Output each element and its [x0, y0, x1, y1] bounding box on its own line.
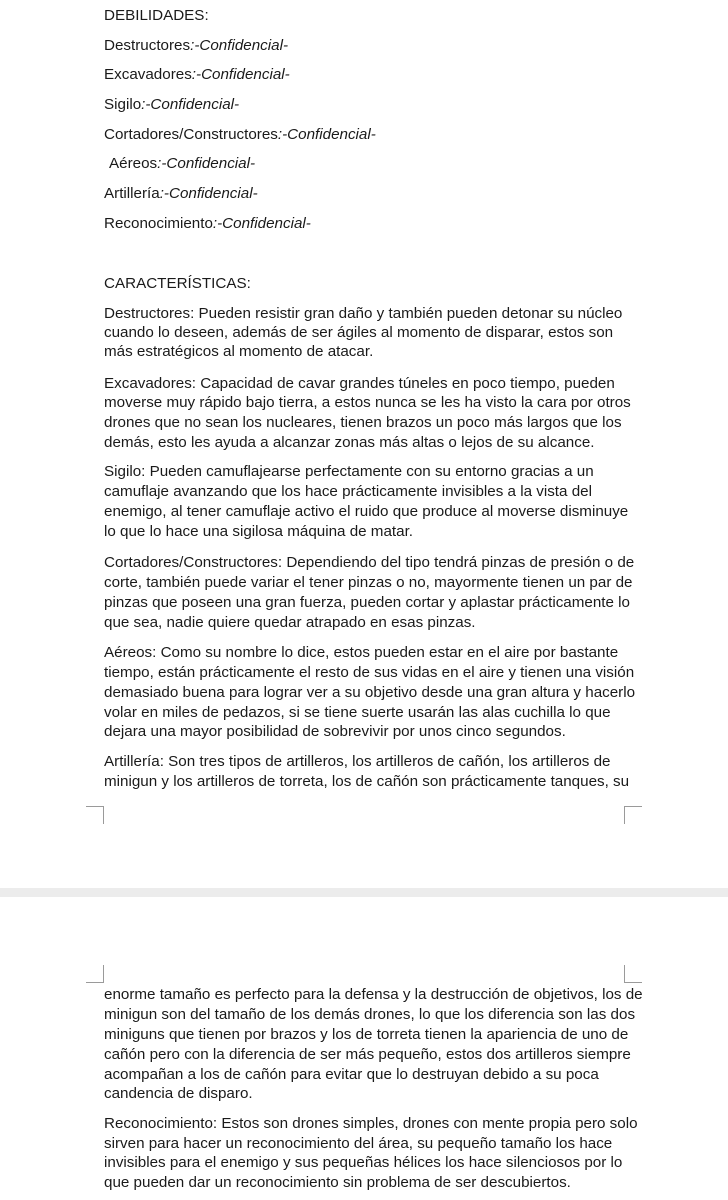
paragraph-line: que sea, nadie quiere quedar atrapado en esas pinzas.	[104, 614, 476, 631]
paragraph-line: enorme tamaño es perfecto para la defensa y la destrucción de objetivos, los de	[104, 986, 643, 1003]
page-margin-corner-mark	[624, 965, 642, 983]
paragraph-line: dejara una mayor posibilidad de sobrevivir por unos cinco segundos.	[104, 723, 566, 740]
paragraph-line: invisibles para el enemigo y sus pequeñas hélices los hace silenciosos por lo	[104, 1154, 623, 1171]
paragraph-line: candencia de disparo.	[104, 1085, 253, 1102]
paragraph-line: más estratégicos al momento de atacar.	[104, 343, 374, 360]
entry-label: Cortadores/Constructores	[104, 554, 278, 571]
page-separator	[0, 888, 728, 897]
paragraph-line: Artillería: Son tres tipos de artilleros, los artilleros de cañón, los artilleros de	[104, 753, 611, 770]
paragraph-line: minigun y los artilleros de torreta, los de cañón son prácticamente tanques, su	[104, 773, 630, 790]
entry-label: Sigilo	[104, 463, 142, 480]
page-margin-corner-mark	[86, 806, 104, 824]
paragraph-line: lo que lo hace una sigilosa máquina de matar.	[104, 523, 414, 540]
paragraph-line: pinzas que poseen una gran fuerza, pueden cortar y aplastar prácticamente lo	[104, 594, 630, 611]
paragraph-line: sirven para hacer un reconocimiento del área, su pequeño tamaño los hace	[104, 1135, 613, 1152]
entry-label: Destructores	[104, 305, 191, 322]
weakness-item: Sigilo:-Confidencial-	[104, 96, 240, 113]
paragraph-line: demasiado buena para lograr ver a su objetivo desde una gran altura y hacerlo	[104, 684, 636, 701]
paragraph-line: Sigilo: Pueden camuflajearse perfectamente con su entorno gracias a un	[104, 463, 594, 480]
paragraph-line: enemigo, al tener camuflaje activo el ruido que produce al moverse disminuye	[104, 503, 629, 520]
paragraph-line: demás, esto les ayuda a alcanzar zonas más altas o lejos de su alcance.	[104, 434, 595, 451]
paragraph-line: volar en miles de pedazos, si se tiene suerte usarán las alas cuchilla lo que	[104, 704, 611, 721]
entry-label: Aéreos	[104, 644, 153, 661]
paragraph-line: cuando lo deseen, además de ser ágiles al momento de disparar, estos son	[104, 324, 614, 341]
weakness-item: Cortadores/Constructores:-Confidencial-	[104, 126, 376, 143]
paragraph-line: que pueden dar un reconocimiento sin problema de ser descubiertos.	[104, 1174, 571, 1191]
paragraph-line: Cortadores/Constructores: Dependiendo del tipo tendrá pinzas de presión o de	[104, 554, 635, 571]
page-margin-corner-mark	[624, 806, 642, 824]
weaknesses-heading: DEBILIDADES:	[104, 7, 209, 24]
entry-label: Artillería	[104, 753, 160, 770]
weakness-item: Excavadores:-Confidencial-	[104, 66, 290, 83]
weakness-item: Reconocimiento:-Confidencial-	[104, 215, 311, 232]
paragraph-line: moverse muy rápido bajo tierra, a estos nunca se les ha visto la cara por otros	[104, 394, 631, 411]
paragraph-line: Reconocimiento: Estos son drones simples, drones con mente propia pero solo	[104, 1115, 638, 1132]
paragraph-line: miniguns que tienen por brazos y los de torreta tienen la apariencia de uno de	[104, 1026, 629, 1043]
paragraph-line: cañón pero con la diferencia de ser más pequeño, estos dos artilleros siempre	[104, 1046, 631, 1063]
page-margin-corner-mark	[86, 965, 104, 983]
paragraph-line: acompañan a los de cañón para evitar que lo destruyan debido a su poca	[104, 1066, 599, 1083]
weakness-item: Aéreos:-Confidencial-	[109, 155, 256, 172]
weakness-item: Destructores:-Confidencial-	[104, 37, 289, 54]
weakness-item: Artillería:-Confidencial-	[104, 185, 258, 202]
paragraph-line: drones que no sean los nucleares, tienen brazos un poco más largos que los	[104, 414, 622, 431]
paragraph-line: tiempo, están prácticamente el resto de sus vidas en el aire y tienen una visión	[104, 664, 635, 681]
entry-label: Excavadores	[104, 375, 192, 392]
paragraph-line: Destructores: Pueden resistir gran daño y también pueden detonar su núcleo	[104, 305, 623, 322]
document-page-2	[0, 897, 728, 1200]
characteristics-heading: CARACTERÍSTICAS:	[104, 275, 251, 292]
paragraph-line: Aéreos: Como su nombre lo dice, estos pueden estar en el aire por bastante	[104, 644, 619, 661]
paragraph-line: minigun son del tamaño de los demás drones, lo que los diferencia son las dos	[104, 1006, 636, 1023]
paragraph-line: camuflaje avanzando que los hace prácticamente invisibles a la vista del	[104, 483, 592, 500]
paragraph-line: corte, también puede variar el tener pinzas o no, mayormente tienen un par de	[104, 574, 633, 591]
paragraph-line: Excavadores: Capacidad de cavar grandes túneles en poco tiempo, pueden	[104, 375, 615, 392]
entry-label: Reconocimiento	[104, 1115, 213, 1132]
